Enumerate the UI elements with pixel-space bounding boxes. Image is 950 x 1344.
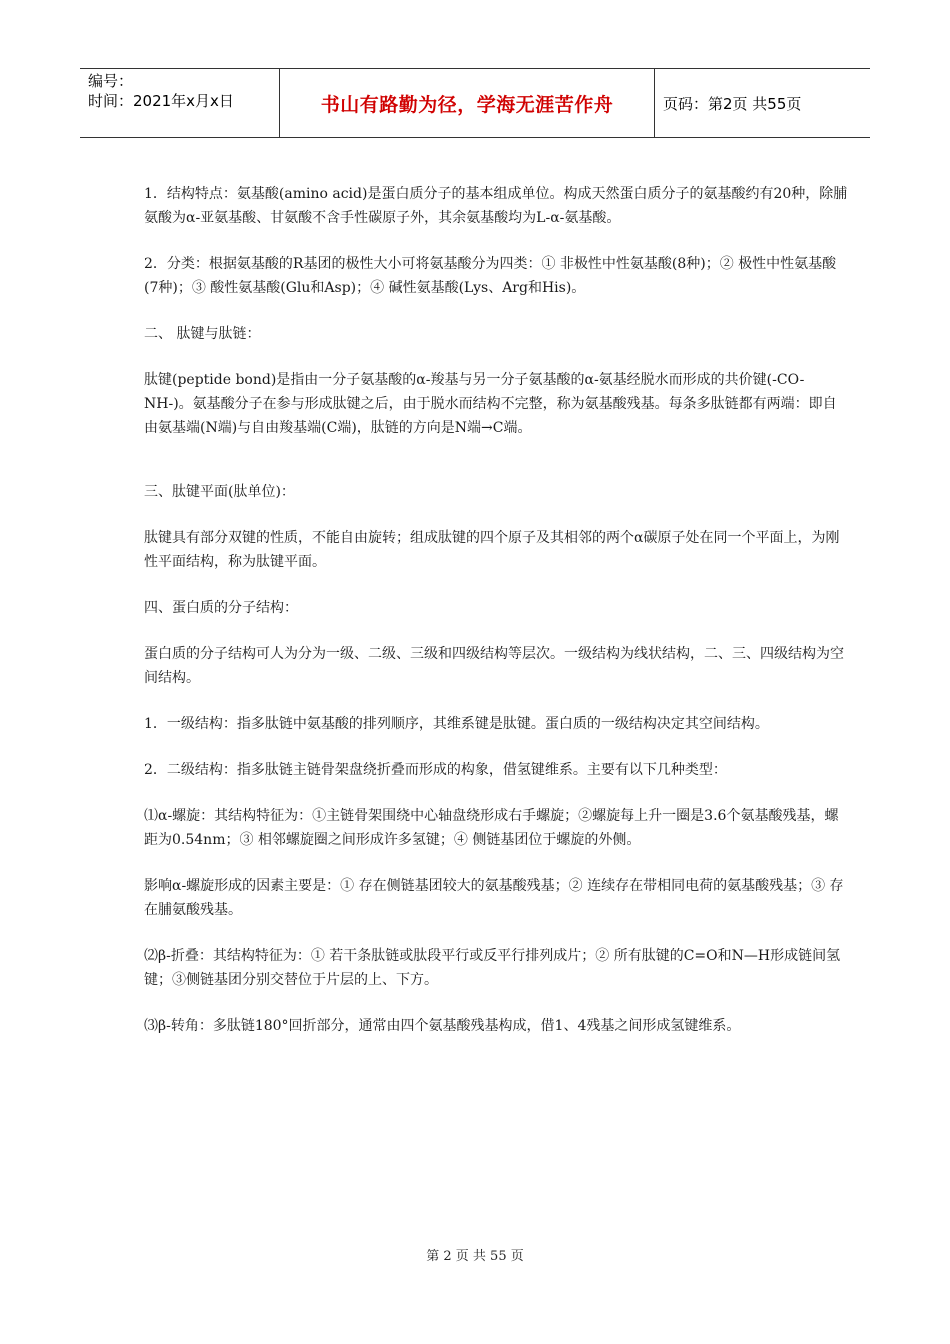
header-page-info: 页码：第2页 共55页 bbox=[663, 94, 802, 113]
paragraph-peptide-plane: 肽键具有部分双键的性质，不能自由旋转；组成肽键的四个原子及其相邻的两个α碳原子处在同一个平面上，为刚性平面结构，称为肽键平面。 bbox=[144, 530, 840, 570]
date-label: 时间：2021年x月x日 bbox=[88, 92, 234, 110]
paragraph-peptide-bond: 肽键(peptide bond)是指由一分子氨基酸的α-羧基与另一分子氨基酸的α-氨基经脱水而形成的共价键(-CO-NH-)。氨基酸分子在参与形成肽键之后，由于脱水而结构不完整，称为氨基酸残基。每条多肽链都有两端：即自由氨基端(N端)与自由羧基端(C端)，肽链的方向是N端→C端。 bbox=[144, 372, 837, 436]
document-body bbox=[144, 182, 850, 1038]
paragraph-structure-features: 1．结构特点：氨基酸(amino acid)是蛋白质分子的基本组成单位。构成天然蛋白质分子的氨基酸约有20种，除脯氨酸为α-亚氨基酸、甘氨酸不含手性碳原子外，其余氨基酸均为L-α-氨基酸。 bbox=[144, 186, 848, 226]
paragraph-beta-turn: ⑶β-转角：多肽链180°回折部分，通常由四个氨基酸残基构成，借1、4残基之间形成氢键维系。 bbox=[144, 1018, 741, 1034]
section-heading-peptide-bond: 二、 肽键与肽链： bbox=[144, 326, 261, 342]
header-motto: 书山有路勤为径，学海无涯苦作舟 bbox=[280, 69, 655, 137]
paragraph-secondary-structure: 2．二级结构：指多肽链主链骨架盘绕折叠而形成的构象，借氢键维系。主要有以下几种类型： bbox=[144, 762, 727, 778]
section-heading-molecular-structure: 四、蛋白质的分子结构： bbox=[144, 600, 298, 616]
paragraph-classification: 2．分类：根据氨基酸的R基团的极性大小可将氨基酸分为四类：① 非极性中性氨基酸(8种)；② 极性中性氨基酸(7种)；③ 酸性氨基酸(Glu和Asp)；④ 碱性氨基酸(Lys、Arg和His)。 bbox=[144, 256, 837, 296]
header-meta bbox=[80, 69, 280, 137]
page-header bbox=[80, 68, 870, 138]
paragraph-alpha-helix: ⑴α-螺旋：其结构特征为：①主链骨架围绕中心轴盘绕形成右手螺旋；②螺旋每上升一圈是3.6个氨基酸残基，螺距为0.54nm；③ 相邻螺旋圈之间形成许多氢键；④ 侧链基团位于螺旋的外侧。 bbox=[144, 808, 839, 848]
paragraph-beta-sheet: ⑵β-折叠：其结构特征为：① 若干条肽链或肽段平行或反平行排列成片；② 所有肽键的C=O和N—H形成链间氢键；③侧链基团分别交替位于片层的上、下方。 bbox=[144, 948, 841, 988]
section-heading-peptide-plane: 三、肽键平面(肽单位)： bbox=[144, 484, 295, 500]
number-label: 编号： bbox=[88, 72, 134, 90]
paragraph-primary-structure: 1．一级结构：指多肽链中氨基酸的排列顺序，其维系键是肽键。蛋白质的一级结构决定其空间结构。 bbox=[144, 716, 769, 732]
paragraph-alpha-helix-factors: 影响α-螺旋形成的因素主要是：① 存在侧链基团较大的氨基酸残基；② 连续存在带相同电荷的氨基酸残基；③ 存在脯氨酸残基。 bbox=[144, 878, 844, 918]
page-footer: 第 2 页 共 55 页 bbox=[426, 1249, 524, 1264]
paragraph-structure-levels: 蛋白质的分子结构可人为分为一级、二级、三级和四级结构等层次。一级结构为线状结构，二、三、四级结构为空间结构。 bbox=[144, 646, 844, 686]
